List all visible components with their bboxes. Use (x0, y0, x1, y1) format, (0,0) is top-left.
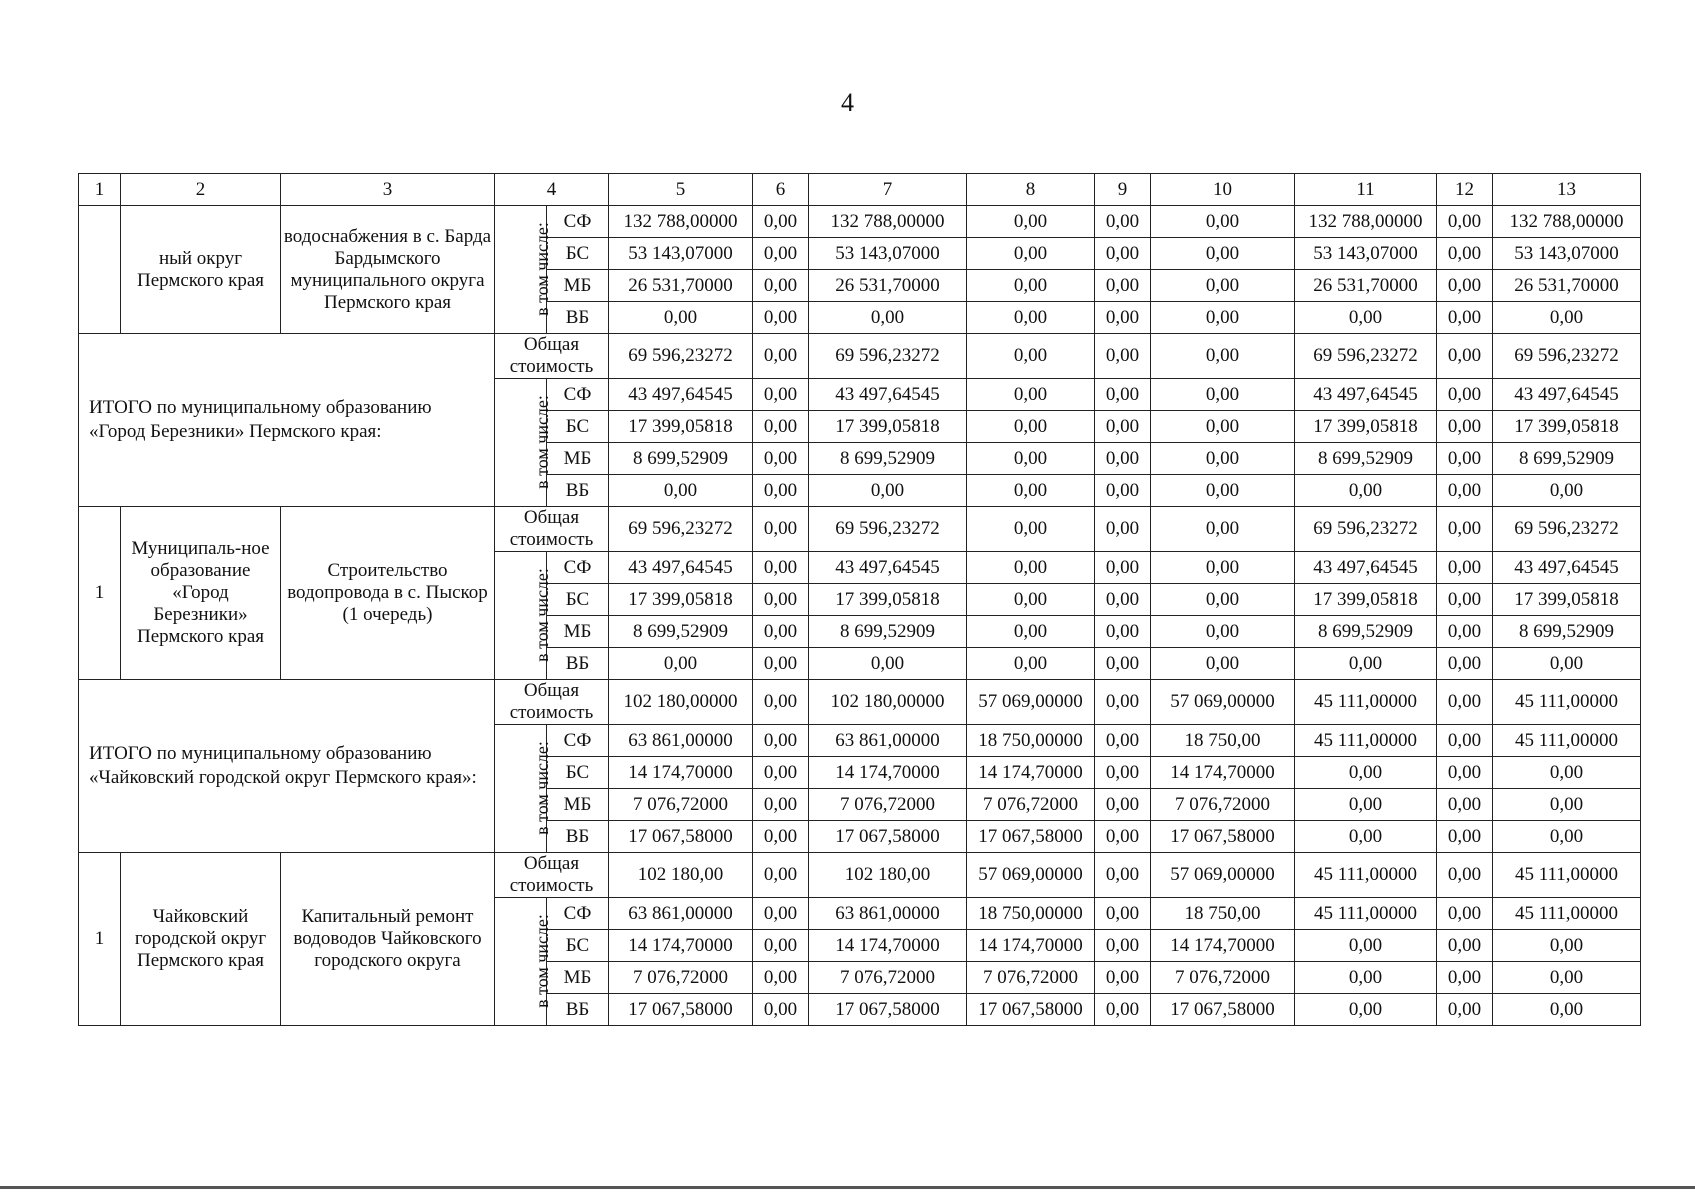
value-cell: 0,00 (1437, 379, 1493, 411)
value-cell: 0,00 (1095, 930, 1151, 962)
value-cell: 0,00 (753, 789, 809, 821)
scan-edge-line (0, 1186, 1695, 1189)
value-cell: 14 174,70000 (967, 757, 1095, 789)
value-cell: 0,00 (1151, 507, 1295, 552)
value-cell: 0,00 (1437, 821, 1493, 853)
value-cell: 0,00 (1095, 584, 1151, 616)
value-cell: 0,00 (1095, 757, 1151, 789)
value-cell: 17 399,05818 (1295, 584, 1437, 616)
value-cell: 0,00 (967, 475, 1095, 507)
value-cell: 0,00 (1095, 379, 1151, 411)
total-cost-row (79, 334, 1641, 379)
budget-table (78, 173, 1641, 1026)
value-cell: 0,00 (1095, 616, 1151, 648)
value-cell: 26 531,70000 (1493, 270, 1641, 302)
funding-source: МБ (547, 616, 609, 648)
value-cell: 0,00 (967, 302, 1095, 334)
funding-source: ВБ (547, 475, 609, 507)
value-cell: 17 399,05818 (809, 584, 967, 616)
value-cell: 0,00 (1493, 757, 1641, 789)
value-cell: 0,00 (1493, 821, 1641, 853)
value-cell: 0,00 (967, 616, 1095, 648)
page-number: 4 (841, 88, 854, 117)
total-label: ИТОГО по муниципальному образованию «Чайковский городской округ Пермского края»: (79, 680, 495, 853)
value-cell: 0,00 (1295, 302, 1437, 334)
value-cell: 14 174,70000 (609, 757, 753, 789)
value-cell: 69 596,23272 (1493, 507, 1641, 552)
value-cell: 0,00 (753, 853, 809, 898)
value-cell: 0,00 (1295, 994, 1437, 1026)
value-cell: 7 076,72000 (967, 962, 1095, 994)
value-cell: 0,00 (753, 930, 809, 962)
column-header: 6 (753, 174, 809, 206)
total-cost-row (79, 507, 1641, 552)
including-text: в том числе: (531, 568, 552, 662)
value-cell: 63 861,00000 (809, 725, 967, 757)
value-cell: 18 750,00 (1151, 725, 1295, 757)
value-cell: 0,00 (1095, 302, 1151, 334)
item-number: 1 (79, 853, 121, 1026)
value-cell: 0,00 (1493, 302, 1641, 334)
value-cell: 132 788,00000 (1493, 206, 1641, 238)
value-cell: 0,00 (1295, 757, 1437, 789)
value-cell: 14 174,70000 (1151, 757, 1295, 789)
funding-source: ВБ (547, 648, 609, 680)
value-cell: 8 699,52909 (1493, 616, 1641, 648)
value-cell: 0,00 (1151, 443, 1295, 475)
value-cell: 17 067,58000 (967, 994, 1095, 1026)
value-cell: 57 069,00000 (967, 680, 1095, 725)
value-cell: 0,00 (1151, 411, 1295, 443)
value-cell: 7 076,72000 (809, 962, 967, 994)
value-cell: 0,00 (1095, 725, 1151, 757)
funding-source: СФ (547, 898, 609, 930)
value-cell: 0,00 (609, 302, 753, 334)
value-cell: 0,00 (1151, 552, 1295, 584)
value-cell: 0,00 (1437, 334, 1493, 379)
total-label: ИТОГО по муниципальному образованию «Город Березники» Пермского края: (79, 334, 495, 507)
header-row (79, 174, 1641, 206)
value-cell: 17 067,58000 (1151, 821, 1295, 853)
value-cell: 0,00 (1151, 475, 1295, 507)
value-cell: 0,00 (809, 475, 967, 507)
value-cell: 0,00 (1493, 475, 1641, 507)
value-cell: 53 143,07000 (1493, 238, 1641, 270)
value-cell: 63 861,00000 (609, 898, 753, 930)
value-cell: 102 180,00000 (809, 680, 967, 725)
value-cell: 69 596,23272 (1493, 334, 1641, 379)
funding-source: БС (547, 930, 609, 962)
value-cell: 0,00 (967, 270, 1095, 302)
funding-source: МБ (547, 962, 609, 994)
including-text: в том числе: (531, 395, 552, 489)
value-cell: 57 069,00000 (1151, 853, 1295, 898)
value-cell: 45 111,00000 (1295, 853, 1437, 898)
value-cell: 18 750,00 (1151, 898, 1295, 930)
value-cell: 0,00 (1095, 898, 1151, 930)
value-cell: 8 699,52909 (809, 616, 967, 648)
column-header: 1 (79, 174, 121, 206)
value-cell: 53 143,07000 (609, 238, 753, 270)
value-cell: 0,00 (1437, 994, 1493, 1026)
total-cost-label: Общая стоимость (495, 334, 609, 379)
funding-source: БС (547, 757, 609, 789)
value-cell: 53 143,07000 (1295, 238, 1437, 270)
value-cell: 8 699,52909 (609, 443, 753, 475)
value-cell: 0,00 (753, 616, 809, 648)
municipality-name: ный округ Пермского края (121, 206, 281, 334)
value-cell: 45 111,00000 (1493, 898, 1641, 930)
object-name: Строительство водопровода в с. Пыскор (1 очередь) (281, 507, 495, 680)
value-cell: 0,00 (1437, 680, 1493, 725)
value-cell: 45 111,00000 (1493, 680, 1641, 725)
funding-source: БС (547, 411, 609, 443)
column-header: 5 (609, 174, 753, 206)
value-cell: 7 076,72000 (809, 789, 967, 821)
funding-source: МБ (547, 270, 609, 302)
value-cell: 8 699,52909 (809, 443, 967, 475)
value-cell: 14 174,70000 (809, 930, 967, 962)
value-cell: 0,00 (1437, 930, 1493, 962)
value-cell: 0,00 (1437, 789, 1493, 821)
value-cell: 0,00 (753, 994, 809, 1026)
value-cell: 0,00 (967, 507, 1095, 552)
municipality-name: Муниципаль-ное образование «Город Березники» Пермского края (121, 507, 281, 680)
value-cell: 17 399,05818 (609, 584, 753, 616)
value-cell: 0,00 (1095, 443, 1151, 475)
value-cell: 0,00 (1437, 475, 1493, 507)
including-label (495, 552, 552, 680)
value-cell: 0,00 (967, 648, 1095, 680)
value-cell: 0,00 (967, 552, 1095, 584)
value-cell: 45 111,00000 (1295, 680, 1437, 725)
value-cell: 0,00 (753, 302, 809, 334)
value-cell: 57 069,00000 (1151, 680, 1295, 725)
value-cell: 26 531,70000 (809, 270, 967, 302)
funding-source: БС (547, 584, 609, 616)
value-cell: 14 174,70000 (609, 930, 753, 962)
value-cell: 0,00 (753, 552, 809, 584)
value-cell: 0,00 (1095, 789, 1151, 821)
value-cell: 0,00 (753, 962, 809, 994)
value-cell: 45 111,00000 (1493, 725, 1641, 757)
value-cell: 132 788,00000 (1295, 206, 1437, 238)
column-header: 8 (967, 174, 1095, 206)
funding-source: ВБ (547, 302, 609, 334)
value-cell: 17 067,58000 (809, 994, 967, 1026)
value-cell: 0,00 (1151, 648, 1295, 680)
value-cell: 0,00 (753, 757, 809, 789)
value-cell: 14 174,70000 (1151, 930, 1295, 962)
value-cell: 8 699,52909 (1295, 616, 1437, 648)
column-header: 3 (281, 174, 495, 206)
value-cell: 43 497,64545 (609, 552, 753, 584)
value-cell: 8 699,52909 (609, 616, 753, 648)
value-cell: 0,00 (753, 680, 809, 725)
value-cell: 0,00 (1437, 898, 1493, 930)
value-cell: 0,00 (1095, 270, 1151, 302)
value-cell: 43 497,64545 (1493, 552, 1641, 584)
value-cell: 63 861,00000 (609, 725, 753, 757)
value-cell: 0,00 (1095, 853, 1151, 898)
value-cell: 8 699,52909 (1493, 443, 1641, 475)
including-label (495, 379, 552, 507)
value-cell: 45 111,00000 (1493, 853, 1641, 898)
value-cell: 17 067,58000 (967, 821, 1095, 853)
value-cell: 0,00 (1437, 757, 1493, 789)
value-cell: 0,00 (1295, 789, 1437, 821)
value-cell: 0,00 (753, 411, 809, 443)
including-text: в том числе: (531, 914, 552, 1008)
value-cell: 0,00 (967, 238, 1095, 270)
value-cell: 0,00 (1437, 507, 1493, 552)
value-cell: 7 076,72000 (609, 962, 753, 994)
value-cell: 69 596,23272 (609, 507, 753, 552)
value-cell: 0,00 (1493, 789, 1641, 821)
value-cell: 0,00 (753, 475, 809, 507)
value-cell: 0,00 (1437, 411, 1493, 443)
value-cell: 0,00 (753, 443, 809, 475)
value-cell: 0,00 (1295, 821, 1437, 853)
value-cell: 17 399,05818 (809, 411, 967, 443)
column-header: 4 (495, 174, 609, 206)
value-cell: 0,00 (1095, 552, 1151, 584)
value-cell: 0,00 (1151, 238, 1295, 270)
column-header: 11 (1295, 174, 1437, 206)
value-cell: 0,00 (1095, 821, 1151, 853)
value-cell: 0,00 (1437, 443, 1493, 475)
total-cost-label: Общая стоимость (495, 680, 609, 725)
value-cell: 0,00 (1095, 411, 1151, 443)
value-cell: 69 596,23272 (1295, 334, 1437, 379)
value-cell: 0,00 (1437, 584, 1493, 616)
value-cell: 0,00 (1095, 334, 1151, 379)
funding-source: ВБ (547, 821, 609, 853)
value-cell: 14 174,70000 (967, 930, 1095, 962)
column-header: 10 (1151, 174, 1295, 206)
object-name: Капитальный ремонт водоводов Чайковского городского округа (281, 853, 495, 1026)
including-text: в том числе: (531, 741, 552, 835)
value-cell: 0,00 (1151, 616, 1295, 648)
funding-source: СФ (547, 552, 609, 584)
funding-row (79, 206, 1641, 238)
value-cell: 0,00 (1095, 507, 1151, 552)
value-cell: 0,00 (609, 475, 753, 507)
value-cell: 0,00 (753, 270, 809, 302)
funding-source: СФ (547, 379, 609, 411)
value-cell: 0,00 (1295, 475, 1437, 507)
funding-source: СФ (547, 206, 609, 238)
value-cell: 0,00 (967, 443, 1095, 475)
value-cell: 8 699,52909 (1295, 443, 1437, 475)
value-cell: 0,00 (1095, 680, 1151, 725)
item-number (79, 206, 121, 334)
value-cell: 102 180,00 (809, 853, 967, 898)
item-number: 1 (79, 507, 121, 680)
value-cell: 0,00 (967, 584, 1095, 616)
value-cell: 0,00 (967, 411, 1095, 443)
value-cell: 0,00 (1151, 334, 1295, 379)
value-cell: 0,00 (967, 334, 1095, 379)
value-cell: 63 861,00000 (809, 898, 967, 930)
value-cell: 0,00 (753, 821, 809, 853)
value-cell: 17 399,05818 (1295, 411, 1437, 443)
value-cell: 0,00 (1095, 962, 1151, 994)
value-cell: 0,00 (1295, 648, 1437, 680)
value-cell: 43 497,64545 (1493, 379, 1641, 411)
value-cell: 69 596,23272 (1295, 507, 1437, 552)
funding-source: БС (547, 238, 609, 270)
value-cell: 0,00 (1493, 994, 1641, 1026)
value-cell: 0,00 (753, 898, 809, 930)
value-cell: 45 111,00000 (1295, 725, 1437, 757)
value-cell: 43 497,64545 (1295, 552, 1437, 584)
value-cell: 0,00 (1295, 962, 1437, 994)
value-cell: 17 067,58000 (809, 821, 967, 853)
value-cell: 102 180,00000 (609, 680, 753, 725)
value-cell: 0,00 (1095, 648, 1151, 680)
value-cell: 0,00 (1437, 725, 1493, 757)
value-cell: 0,00 (609, 648, 753, 680)
value-cell: 7 076,72000 (967, 789, 1095, 821)
value-cell: 0,00 (1295, 930, 1437, 962)
funding-source: СФ (547, 725, 609, 757)
value-cell: 0,00 (753, 584, 809, 616)
value-cell: 0,00 (1095, 238, 1151, 270)
value-cell: 0,00 (1437, 853, 1493, 898)
column-header: 7 (809, 174, 967, 206)
value-cell: 17 067,58000 (1151, 994, 1295, 1026)
including-label (495, 206, 552, 334)
including-text: в том числе: (531, 222, 552, 316)
total-cost-row (79, 853, 1641, 898)
value-cell: 0,00 (753, 334, 809, 379)
value-cell: 0,00 (1437, 616, 1493, 648)
value-cell: 0,00 (1151, 302, 1295, 334)
object-name: водоснабжения в с. Барда Бардымского муниципального округа Пермского края (281, 206, 495, 334)
value-cell: 132 788,00000 (609, 206, 753, 238)
value-cell: 0,00 (1095, 206, 1151, 238)
total-cost-row (79, 680, 1641, 725)
value-cell: 0,00 (753, 725, 809, 757)
value-cell: 0,00 (1095, 475, 1151, 507)
value-cell: 14 174,70000 (809, 757, 967, 789)
value-cell: 57 069,00000 (967, 853, 1095, 898)
column-header: 9 (1095, 174, 1151, 206)
value-cell: 0,00 (1151, 584, 1295, 616)
value-cell: 43 497,64545 (609, 379, 753, 411)
value-cell: 0,00 (1437, 206, 1493, 238)
value-cell: 0,00 (753, 206, 809, 238)
municipality-name: Чайковский городской округ Пермского края (121, 853, 281, 1026)
value-cell: 43 497,64545 (809, 379, 967, 411)
value-cell: 43 497,64545 (1295, 379, 1437, 411)
value-cell: 0,00 (967, 206, 1095, 238)
funding-source: МБ (547, 443, 609, 475)
value-cell: 69 596,23272 (809, 334, 967, 379)
value-cell: 0,00 (809, 648, 967, 680)
total-cost-label: Общая стоимость (495, 507, 609, 552)
value-cell: 0,00 (1437, 302, 1493, 334)
value-cell: 0,00 (1493, 930, 1641, 962)
funding-source: МБ (547, 789, 609, 821)
value-cell: 69 596,23272 (609, 334, 753, 379)
column-header: 12 (1437, 174, 1493, 206)
value-cell: 0,00 (1151, 270, 1295, 302)
funding-source: ВБ (547, 994, 609, 1026)
value-cell: 17 399,05818 (609, 411, 753, 443)
value-cell: 0,00 (1151, 379, 1295, 411)
including-label (495, 898, 552, 1026)
value-cell: 0,00 (1437, 270, 1493, 302)
value-cell: 132 788,00000 (809, 206, 967, 238)
value-cell: 0,00 (1437, 648, 1493, 680)
value-cell: 17 067,58000 (609, 821, 753, 853)
value-cell: 102 180,00 (609, 853, 753, 898)
column-header: 13 (1493, 174, 1641, 206)
value-cell: 43 497,64545 (809, 552, 967, 584)
including-label (495, 725, 552, 853)
value-cell: 26 531,70000 (609, 270, 753, 302)
value-cell: 17 067,58000 (609, 994, 753, 1026)
value-cell: 0,00 (1437, 962, 1493, 994)
value-cell: 7 076,72000 (1151, 962, 1295, 994)
value-cell: 26 531,70000 (1295, 270, 1437, 302)
value-cell: 0,00 (753, 238, 809, 270)
value-cell: 0,00 (1493, 962, 1641, 994)
value-cell: 0,00 (753, 507, 809, 552)
value-cell: 7 076,72000 (609, 789, 753, 821)
value-cell: 53 143,07000 (809, 238, 967, 270)
value-cell: 0,00 (1095, 994, 1151, 1026)
value-cell: 0,00 (1151, 206, 1295, 238)
value-cell: 0,00 (1493, 648, 1641, 680)
value-cell: 17 399,05818 (1493, 584, 1641, 616)
value-cell: 0,00 (809, 302, 967, 334)
value-cell: 18 750,00000 (967, 898, 1095, 930)
value-cell: 0,00 (1437, 238, 1493, 270)
value-cell: 0,00 (753, 648, 809, 680)
value-cell: 45 111,00000 (1295, 898, 1437, 930)
total-cost-label: Общая стоимость (495, 853, 609, 898)
column-header: 2 (121, 174, 281, 206)
value-cell: 0,00 (1437, 552, 1493, 584)
value-cell: 18 750,00000 (967, 725, 1095, 757)
value-cell: 17 399,05818 (1493, 411, 1641, 443)
value-cell: 69 596,23272 (809, 507, 967, 552)
value-cell: 0,00 (753, 379, 809, 411)
value-cell: 0,00 (967, 379, 1095, 411)
value-cell: 7 076,72000 (1151, 789, 1295, 821)
